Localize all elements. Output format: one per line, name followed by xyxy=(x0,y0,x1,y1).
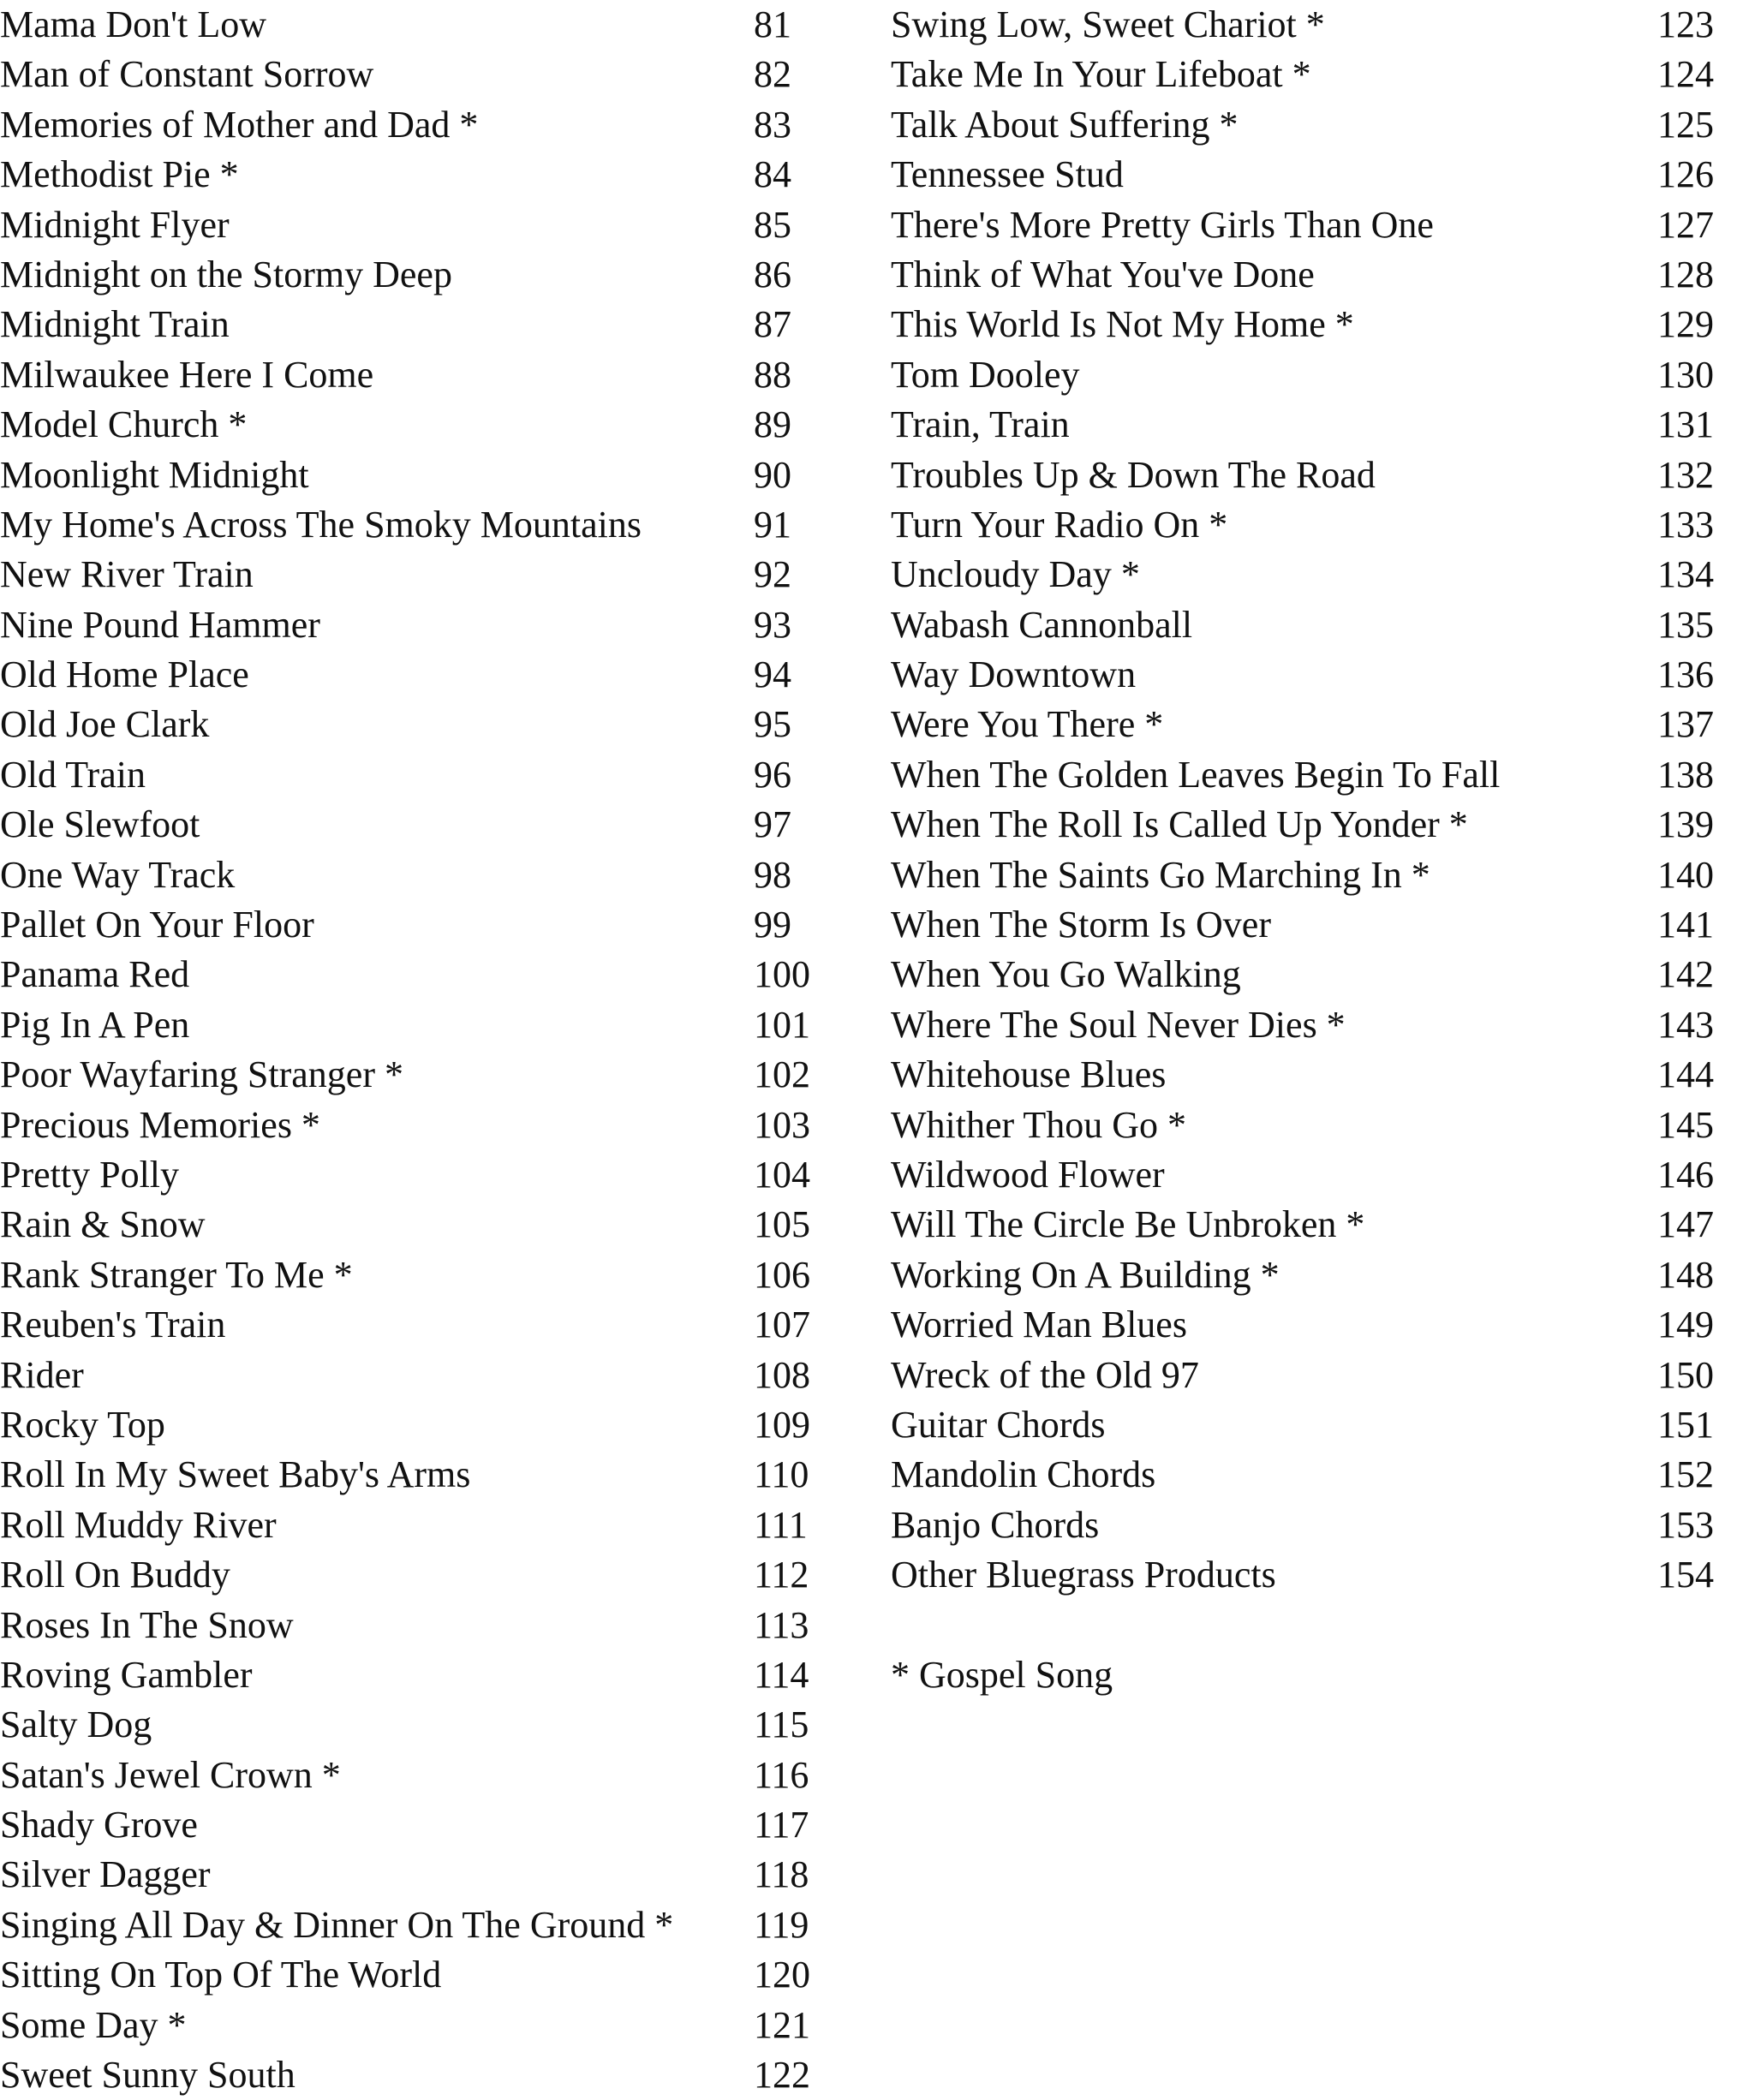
song-title: Working On A Building * xyxy=(891,1253,1280,1296)
index-entry xyxy=(0,650,831,700)
song-title: Pig In A Pen xyxy=(0,1003,190,1046)
index-entry xyxy=(0,1300,831,1350)
song-title: Roses In The Snow xyxy=(0,1603,294,1646)
page-number: 99 xyxy=(754,904,791,946)
index-entry xyxy=(0,500,831,550)
page-number: 90 xyxy=(754,453,791,496)
index-entry xyxy=(0,850,831,900)
page-number: 96 xyxy=(754,753,791,796)
song-title: Ole Slewfoot xyxy=(0,803,200,846)
index-entry xyxy=(0,350,831,400)
song-title: Rain & Snow xyxy=(0,1203,206,1246)
index-entry xyxy=(891,1101,1730,1150)
page-number: 111 xyxy=(754,1503,808,1546)
song-title: Salty Dog xyxy=(0,1703,152,1746)
index-entry xyxy=(891,50,1730,99)
index-entry xyxy=(891,200,1730,250)
song-title: Rank Stranger To Me * xyxy=(0,1253,353,1296)
song-title: Pretty Polly xyxy=(0,1153,180,1196)
page-number: 146 xyxy=(1657,1153,1714,1196)
page-number: 129 xyxy=(1657,303,1714,346)
gospel-song-footnote: * Gospel Song xyxy=(891,1654,1113,1696)
page-number: 153 xyxy=(1657,1503,1714,1546)
song-title: One Way Track xyxy=(0,853,236,896)
index-entry xyxy=(891,1000,1730,1050)
index-entry xyxy=(0,1550,831,1600)
song-title: When The Storm Is Over xyxy=(891,904,1271,946)
page-number: 102 xyxy=(754,1053,810,1096)
song-title: Guitar Chords xyxy=(891,1403,1106,1446)
song-title: Rocky Top xyxy=(0,1403,165,1446)
song-title: Moonlight Midnight xyxy=(0,453,309,496)
song-title: Singing All Day & Dinner On The Ground * xyxy=(0,1903,674,1946)
index-entry xyxy=(891,1351,1730,1400)
page-number: 118 xyxy=(754,1853,809,1896)
song-title: Old Home Place xyxy=(0,653,249,696)
song-title: Midnight on the Stormy Deep xyxy=(0,253,452,295)
song-title: Shady Grove xyxy=(0,1804,198,1846)
index-entry xyxy=(0,1050,831,1100)
page-number: 151 xyxy=(1657,1403,1714,1446)
page-number: 122 xyxy=(754,2054,810,2097)
page-number: 107 xyxy=(754,1304,810,1346)
page-number: 120 xyxy=(754,1954,810,1996)
song-title: Turn Your Radio On * xyxy=(891,503,1228,546)
song-title: Milwaukee Here I Come xyxy=(0,353,374,396)
index-entry xyxy=(0,1400,831,1450)
index-entry xyxy=(0,250,831,300)
song-title: Train, Train xyxy=(891,403,1070,446)
song-title: Midnight Train xyxy=(0,303,230,346)
index-entry xyxy=(891,850,1730,900)
index-entry xyxy=(0,0,831,50)
song-title: Roving Gambler xyxy=(0,1653,253,1696)
index-entry xyxy=(891,900,1730,950)
song-title: Model Church * xyxy=(0,403,248,446)
song-title: Roll On Buddy xyxy=(0,1554,230,1596)
index-entry xyxy=(891,550,1730,600)
index-entry xyxy=(0,1200,831,1250)
page-number: 104 xyxy=(754,1153,810,1196)
song-title: Uncloudy Day * xyxy=(891,553,1140,596)
song-title: Whither Thou Go * xyxy=(891,1103,1187,1146)
index-entry xyxy=(0,1800,831,1850)
page-number: 92 xyxy=(754,553,791,596)
song-title: When The Golden Leaves Begin To Fall xyxy=(891,753,1501,796)
song-title: Sweet Sunny South xyxy=(0,2054,295,2097)
song-title: Will The Circle Be Unbroken * xyxy=(891,1203,1365,1246)
index-column-right xyxy=(891,0,1730,1601)
index-column-left xyxy=(0,0,831,2100)
song-title: Roll Muddy River xyxy=(0,1503,277,1546)
song-title: Mama Don't Low xyxy=(0,3,266,45)
index-entry xyxy=(0,450,831,500)
page-number: 154 xyxy=(1657,1554,1714,1596)
index-entry xyxy=(0,1351,831,1400)
page-number: 105 xyxy=(754,1203,810,1246)
song-title: When The Saints Go Marching In * xyxy=(891,853,1430,896)
song-title: Satan's Jewel Crown * xyxy=(0,1753,341,1796)
page-number: 139 xyxy=(1657,803,1714,846)
song-title: Rider xyxy=(0,1353,84,1396)
index-entry xyxy=(0,1601,831,1650)
page-number: 100 xyxy=(754,953,810,996)
page-number: 145 xyxy=(1657,1103,1714,1146)
index-entry xyxy=(891,150,1730,200)
index-entry xyxy=(0,800,831,850)
page-number: 143 xyxy=(1657,1003,1714,1046)
song-title: Precious Memories * xyxy=(0,1103,320,1146)
page-number: 144 xyxy=(1657,1053,1714,1096)
song-title: Where The Soul Never Dies * xyxy=(891,1003,1346,1046)
song-title: Swing Low, Sweet Chariot * xyxy=(891,3,1325,45)
index-entry xyxy=(0,400,831,450)
song-title: Think of What You've Done xyxy=(891,253,1315,295)
page-number: 123 xyxy=(1657,3,1714,45)
page-number: 125 xyxy=(1657,103,1714,146)
page-number: 149 xyxy=(1657,1304,1714,1346)
index-entry xyxy=(891,1550,1730,1600)
index-entry xyxy=(0,100,831,150)
song-title: There's More Pretty Girls Than One xyxy=(891,203,1434,246)
page-number: 81 xyxy=(754,3,791,45)
page-number: 142 xyxy=(1657,953,1714,996)
song-title: Reuben's Train xyxy=(0,1304,226,1346)
page-number: 98 xyxy=(754,853,791,896)
page-number: 106 xyxy=(754,1253,810,1296)
song-title: Way Downtown xyxy=(891,653,1137,696)
index-entry xyxy=(0,50,831,99)
page-number: 138 xyxy=(1657,753,1714,796)
page-number: 119 xyxy=(754,1903,809,1946)
page-number: 141 xyxy=(1657,904,1714,946)
index-entry xyxy=(891,1400,1730,1450)
page-number: 103 xyxy=(754,1103,810,1146)
index-entry xyxy=(0,1751,831,1800)
song-title: Whitehouse Blues xyxy=(891,1053,1167,1096)
index-entry xyxy=(891,100,1730,150)
song-title: Wreck of the Old 97 xyxy=(891,1353,1199,1396)
page-number: 128 xyxy=(1657,253,1714,295)
song-title: Silver Dagger xyxy=(0,1853,211,1896)
index-entry xyxy=(0,900,831,950)
song-title: Man of Constant Sorrow xyxy=(0,53,374,96)
page-number: 91 xyxy=(754,503,791,546)
index-entry xyxy=(0,550,831,600)
song-title: Tom Dooley xyxy=(891,353,1080,396)
page-number: 135 xyxy=(1657,603,1714,646)
page-number: 83 xyxy=(754,103,791,146)
index-entry xyxy=(0,1250,831,1300)
index-entry xyxy=(891,1050,1730,1100)
index-entry xyxy=(891,1200,1730,1250)
page-number: 93 xyxy=(754,603,791,646)
page-number: 117 xyxy=(754,1804,809,1846)
page-number: 94 xyxy=(754,653,791,696)
index-entry xyxy=(891,950,1730,999)
song-title: Some Day * xyxy=(0,2003,187,2046)
page-number: 148 xyxy=(1657,1253,1714,1296)
index-entry xyxy=(0,1101,831,1150)
page-number: 126 xyxy=(1657,153,1714,196)
index-entry xyxy=(891,400,1730,450)
song-title: Old Joe Clark xyxy=(0,703,210,746)
song-title: Old Train xyxy=(0,753,146,796)
page-number: 108 xyxy=(754,1353,810,1396)
page-number: 82 xyxy=(754,53,791,96)
index-entry xyxy=(891,300,1730,349)
page-number: 97 xyxy=(754,803,791,846)
index-entry xyxy=(0,1950,831,2000)
index-entry xyxy=(0,300,831,349)
page-number: 116 xyxy=(754,1753,809,1796)
index-entry xyxy=(891,700,1730,749)
page-number: 131 xyxy=(1657,403,1714,446)
song-title: Worried Man Blues xyxy=(891,1304,1187,1346)
song-title: Mandolin Chords xyxy=(891,1453,1156,1496)
page-number: 88 xyxy=(754,353,791,396)
song-title: Other Bluegrass Products xyxy=(891,1554,1276,1596)
index-entry xyxy=(891,600,1730,650)
page-number: 95 xyxy=(754,703,791,746)
index-entry xyxy=(0,1450,831,1500)
song-title: When The Roll Is Called Up Yonder * xyxy=(891,803,1468,846)
index-entry xyxy=(891,500,1730,550)
song-title: My Home's Across The Smoky Mountains xyxy=(0,503,642,546)
page-number: 85 xyxy=(754,203,791,246)
index-entry xyxy=(891,1500,1730,1550)
index-entry xyxy=(0,1150,831,1200)
song-title: Roll In My Sweet Baby's Arms xyxy=(0,1453,471,1496)
page-number: 147 xyxy=(1657,1203,1714,1246)
index-entry xyxy=(0,1650,831,1700)
song-title: Take Me In Your Lifeboat * xyxy=(891,53,1311,96)
song-title: Tennessee Stud xyxy=(891,153,1124,196)
page-number: 140 xyxy=(1657,853,1714,896)
index-entry xyxy=(0,1700,831,1750)
index-entry xyxy=(891,1450,1730,1500)
page-number: 136 xyxy=(1657,653,1714,696)
song-title: This World Is Not My Home * xyxy=(891,303,1354,346)
page-number: 137 xyxy=(1657,703,1714,746)
song-title: Wabash Cannonball xyxy=(891,603,1193,646)
index-entry xyxy=(0,600,831,650)
index-entry xyxy=(891,350,1730,400)
page-number: 86 xyxy=(754,253,791,295)
song-title: Talk About Suffering * xyxy=(891,103,1239,146)
page-number: 114 xyxy=(754,1653,809,1696)
song-title: Were You There * xyxy=(891,703,1164,746)
index-entry xyxy=(891,750,1730,800)
song-title: Sitting On Top Of The World xyxy=(0,1954,442,1996)
song-title: Nine Pound Hammer xyxy=(0,603,320,646)
page-number: 115 xyxy=(754,1703,809,1746)
page-number: 109 xyxy=(754,1403,810,1446)
index-entry xyxy=(891,1300,1730,1350)
index-entry xyxy=(0,2050,831,2100)
index-entry xyxy=(0,2001,831,2050)
index-entry xyxy=(0,950,831,999)
page-number: 124 xyxy=(1657,53,1714,96)
page-number: 110 xyxy=(754,1453,809,1496)
song-title: Midnight Flyer xyxy=(0,203,230,246)
index-entry xyxy=(891,1250,1730,1300)
index-entry xyxy=(0,750,831,800)
page-number: 89 xyxy=(754,403,791,446)
page-number: 127 xyxy=(1657,203,1714,246)
song-title: Panama Red xyxy=(0,953,190,996)
index-entry xyxy=(891,0,1730,50)
index-entry xyxy=(0,200,831,250)
index-entry xyxy=(891,450,1730,500)
song-title: Memories of Mother and Dad * xyxy=(0,103,479,146)
song-title: Banjo Chords xyxy=(891,1503,1100,1546)
page-number: 121 xyxy=(754,2003,810,2046)
song-title: New River Train xyxy=(0,553,254,596)
index-entry xyxy=(891,800,1730,850)
page-number: 130 xyxy=(1657,353,1714,396)
page-number: 134 xyxy=(1657,553,1714,596)
page-number: 87 xyxy=(754,303,791,346)
index-entry xyxy=(0,150,831,200)
index-entry xyxy=(891,650,1730,700)
song-title: When You Go Walking xyxy=(891,953,1241,996)
song-title: Troubles Up & Down The Road xyxy=(891,453,1376,496)
index-entry xyxy=(891,1150,1730,1200)
song-title: Methodist Pie * xyxy=(0,153,239,196)
page-number: 112 xyxy=(754,1554,809,1596)
index-entry xyxy=(0,1900,831,1950)
page-number: 113 xyxy=(754,1603,809,1646)
page-number: 150 xyxy=(1657,1353,1714,1396)
index-entry xyxy=(0,1500,831,1550)
page-number: 132 xyxy=(1657,453,1714,496)
song-title: Wildwood Flower xyxy=(891,1153,1165,1196)
song-title: Poor Wayfaring Stranger * xyxy=(0,1053,403,1096)
index-entry xyxy=(0,1850,831,1900)
index-entry xyxy=(0,700,831,749)
page-number: 84 xyxy=(754,153,791,196)
song-title: Pallet On Your Floor xyxy=(0,904,314,946)
page-number: 152 xyxy=(1657,1453,1714,1496)
page-number: 133 xyxy=(1657,503,1714,546)
index-entry xyxy=(0,1000,831,1050)
page-number: 101 xyxy=(754,1003,810,1046)
index-entry xyxy=(891,250,1730,300)
